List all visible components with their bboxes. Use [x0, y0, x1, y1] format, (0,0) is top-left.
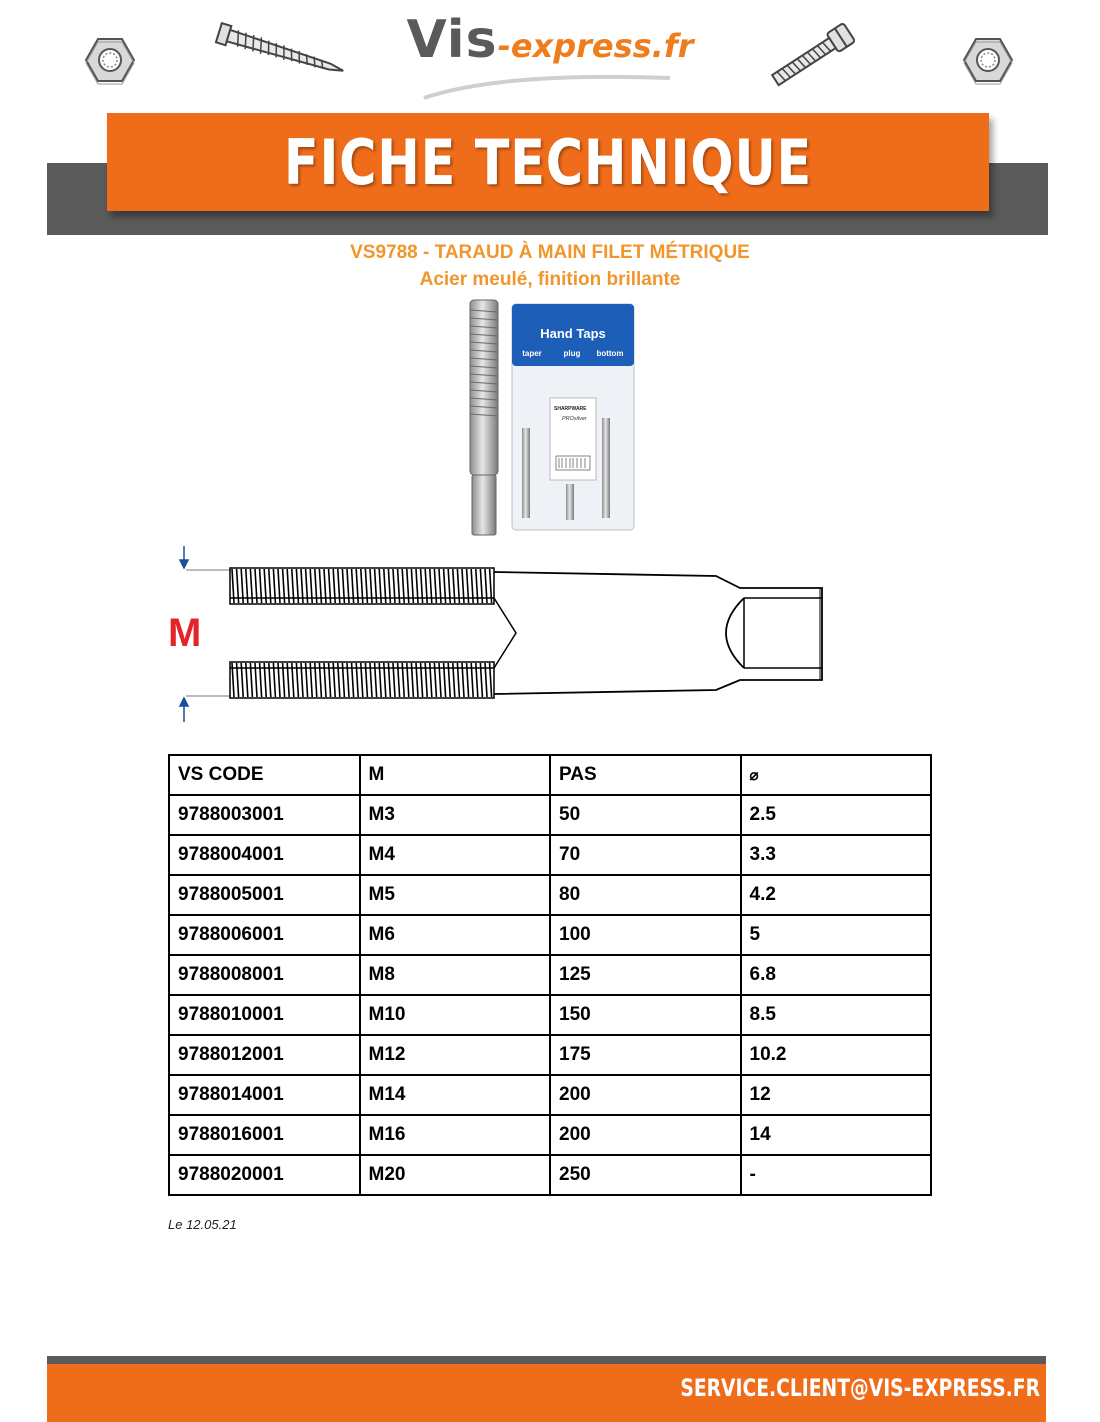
cell-vs-code: 9788014001 — [169, 1075, 360, 1115]
cell-diameter: 2.5 — [741, 795, 932, 835]
cell-vs-code: 9788006001 — [169, 915, 360, 955]
cell-diameter: 5 — [741, 915, 932, 955]
cell-m: M4 — [360, 835, 551, 875]
package-step-taper: taper — [522, 349, 542, 358]
header-m: M — [360, 755, 551, 795]
cell-m: M8 — [360, 955, 551, 995]
table-header-row — [169, 755, 931, 795]
table-row — [169, 1115, 931, 1155]
cell-vs-code: 9788012001 — [169, 1035, 360, 1075]
footer-email-link[interactable]: SERVICE.CLIENT@VIS-EXPRESS.FR — [680, 1374, 1040, 1402]
cell-m: M6 — [360, 915, 551, 955]
logo-swoosh-icon — [420, 70, 680, 102]
cell-pas: 200 — [550, 1075, 741, 1115]
cell-pas: 80 — [550, 875, 741, 915]
banner-title: FICHE TECHNIQUE — [283, 126, 813, 199]
cell-m: M3 — [360, 795, 551, 835]
cell-pas: 175 — [550, 1035, 741, 1075]
header-pas: PAS — [550, 755, 741, 795]
table-row — [169, 835, 931, 875]
cell-vs-code: 9788010001 — [169, 995, 360, 1035]
cell-pas: 125 — [550, 955, 741, 995]
spec-table — [168, 754, 932, 1196]
cell-pas: 150 — [550, 995, 741, 1035]
logo-main-text: Vis — [406, 10, 498, 70]
cell-diameter: - — [741, 1155, 932, 1195]
cell-m: M20 — [360, 1155, 551, 1195]
header-diameter: ⌀ — [741, 755, 932, 795]
cell-vs-code: 9788004001 — [169, 835, 360, 875]
package-brand: SHARPWARE — [554, 406, 587, 412]
package-step-bottom: bottom — [596, 349, 624, 358]
dimension-label-m: M — [168, 611, 202, 655]
cell-diameter: 10.2 — [741, 1035, 932, 1075]
cell-vs-code: 9788020001 — [169, 1155, 360, 1195]
footer-gray-band — [47, 1356, 1046, 1364]
table-row — [169, 915, 931, 955]
cell-m: M16 — [360, 1115, 551, 1155]
cell-diameter: 4.2 — [741, 875, 932, 915]
cell-vs-code: 9788005001 — [169, 875, 360, 915]
tap-technical-drawing — [160, 540, 840, 730]
cell-m: M5 — [360, 875, 551, 915]
vis-express-logo — [0, 10, 1100, 70]
table-row — [169, 1035, 931, 1075]
package-label: Hand Taps — [540, 326, 606, 341]
cell-diameter: 6.8 — [741, 955, 932, 995]
cell-vs-code: 9788016001 — [169, 1115, 360, 1155]
table-row — [169, 1075, 931, 1115]
cell-diameter: 14 — [741, 1115, 932, 1155]
table-row — [169, 1155, 931, 1195]
product-photo — [462, 298, 642, 538]
cell-diameter: 3.3 — [741, 835, 932, 875]
product-subtitle: Acier meulé, finition brillante — [419, 269, 681, 290]
cell-pas: 100 — [550, 915, 741, 955]
package-step-plug: plug — [563, 349, 581, 358]
logo-sub-text: -express.fr — [497, 27, 694, 65]
cell-m: M14 — [360, 1075, 551, 1115]
cell-diameter: 12 — [741, 1075, 932, 1115]
cell-pas: 50 — [550, 795, 741, 835]
header-vs-code: VS CODE — [169, 755, 360, 795]
table-row — [169, 955, 931, 995]
document-date: Le 12.05.21 — [168, 1217, 237, 1232]
cell-vs-code: 9788003001 — [169, 795, 360, 835]
machine-screw-icon — [762, 22, 866, 88]
cell-m: M12 — [360, 1035, 551, 1075]
hex-nut-icon-right — [962, 35, 1014, 85]
cell-pas: 250 — [550, 1155, 741, 1195]
product-title: VS9788 - TARAUD À MAIN FILET MÉTRIQUE — [350, 242, 750, 263]
table-row — [169, 875, 931, 915]
cell-m: M10 — [360, 995, 551, 1035]
cell-pas: 200 — [550, 1115, 741, 1155]
table-row — [169, 995, 931, 1035]
cell-vs-code: 9788008001 — [169, 955, 360, 995]
package-line: PROsilver — [562, 416, 587, 422]
table-row — [169, 795, 931, 835]
cell-diameter: 8.5 — [741, 995, 932, 1035]
cell-pas: 70 — [550, 835, 741, 875]
